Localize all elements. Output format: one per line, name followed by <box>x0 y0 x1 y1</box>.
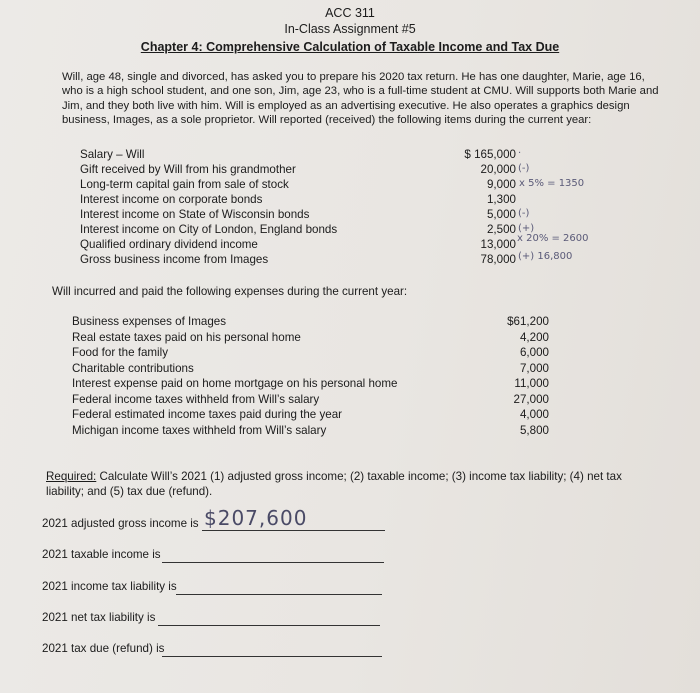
expense-amount: 5,800 <box>519 423 549 437</box>
income-label: Qualified ordinary dividend income <box>80 238 258 251</box>
handwritten-note: · <box>518 148 522 159</box>
expense-amount: 4,200 <box>519 330 549 344</box>
income-amount: 2,500 <box>486 223 516 236</box>
expense-list <box>72 315 632 440</box>
handwritten-note: (+) 16,800 <box>518 251 573 262</box>
answer-field-taxable-income[interactable] <box>162 562 384 563</box>
answer-field-income-tax-liability[interactable] <box>176 594 382 595</box>
income-amount: 20,000 <box>480 163 516 176</box>
chapter-title: Chapter 4: Comprehensive Calculation of Taxable Income and Tax Due <box>140 40 560 54</box>
answer-label-taxable-income: 2021 taxable income is <box>42 548 161 561</box>
expense-label: Business expenses of Images <box>72 315 227 328</box>
intro-paragraph: Will, age 48, single and divorced, has asked you to prepare his 2020 tax return. He has one daughter, Marie, age 16, who is a high school student, and one son, Jim, age 23, who is a full-time student at CMU. Will supports both Marie and Jim, and they both live with him. Will is employed as an advertising executive. He also operates a graphics design business, Images, as a sole proprietor. Will reported (received) the following items during the current year: <box>62 71 659 127</box>
income-amount: 78,000 <box>480 253 516 266</box>
expense-label: Michigan income taxes withheld from Will’s salary <box>72 423 327 437</box>
income-amount: 13,000 <box>480 238 516 251</box>
income-label: Gross business income from Images <box>80 253 269 266</box>
expenses-intro: Will incurred and paid the following expenses during the current year: <box>52 285 408 298</box>
required-instructions <box>46 470 656 499</box>
income-label: Interest income on State of Wisconsin bonds <box>80 208 310 221</box>
answer-label-income-tax-liability: 2021 income tax liability is <box>42 580 177 593</box>
answer-field-tax-due[interactable] <box>162 656 382 657</box>
income-amount: $ 165,000 <box>464 148 516 161</box>
course-code: ACC 311 <box>325 6 375 20</box>
answer-label-net-tax-liability: 2021 net tax liability is <box>42 611 156 624</box>
expense-label: Real estate taxes paid on his personal home <box>72 330 301 344</box>
answer-field-net-tax-liability[interactable] <box>158 625 380 626</box>
income-amount: 5,000 <box>486 208 516 221</box>
expense-label: Food for the family <box>72 346 169 359</box>
expense-amount: 6,000 <box>519 346 549 359</box>
handwritten-note: (-) <box>518 208 530 219</box>
expense-amount: 27,000 <box>513 392 549 406</box>
required-text: Calculate Will’s 2021 (1) adjusted gross income; (2) taxable income; (3) income tax liability; (4) net tax liability; and (5) tax due (refund). <box>46 470 622 498</box>
handwritten-note: (+) <box>518 223 535 234</box>
answer-label-tax-due: 2021 tax due (refund) is <box>42 642 165 655</box>
income-label: Interest income on corporate bonds <box>80 193 263 206</box>
handwritten-note: x 20% = 2600 <box>517 233 589 244</box>
expense-label: Interest expense paid on home mortgage on his personal home <box>72 377 398 390</box>
expense-amount: 4,000 <box>519 408 549 421</box>
answer-field-agi[interactable] <box>202 530 385 531</box>
income-list <box>80 148 660 268</box>
income-label: Gift received by Will from his grandmother <box>80 163 296 176</box>
handwritten-answer-agi: $207,600 <box>204 506 308 530</box>
income-amount: 1,300 <box>486 193 516 206</box>
expense-amount: 7,000 <box>519 361 549 375</box>
expense-label: Federal estimated income taxes paid during the year <box>72 408 343 421</box>
required-label: Required: <box>46 470 97 483</box>
handwritten-note: x 5% = 1350 <box>519 178 585 189</box>
income-label: Long-term capital gain from sale of stock <box>80 178 289 191</box>
income-label: Interest income on City of London, England bonds <box>80 223 338 236</box>
expense-amount: 11,000 <box>514 377 549 390</box>
income-amount: 9,000 <box>486 178 516 191</box>
answer-label-agi: 2021 adjusted gross income is <box>42 517 199 530</box>
assignment-title: In-Class Assignment #5 <box>284 22 416 36</box>
expense-amount: $61,200 <box>507 315 549 328</box>
expense-label: Charitable contributions <box>72 361 194 375</box>
handwritten-note: (-) <box>518 163 530 174</box>
income-label: Salary – Will <box>80 148 145 161</box>
expense-label: Federal income taxes withheld from Will’s salary <box>72 392 320 406</box>
